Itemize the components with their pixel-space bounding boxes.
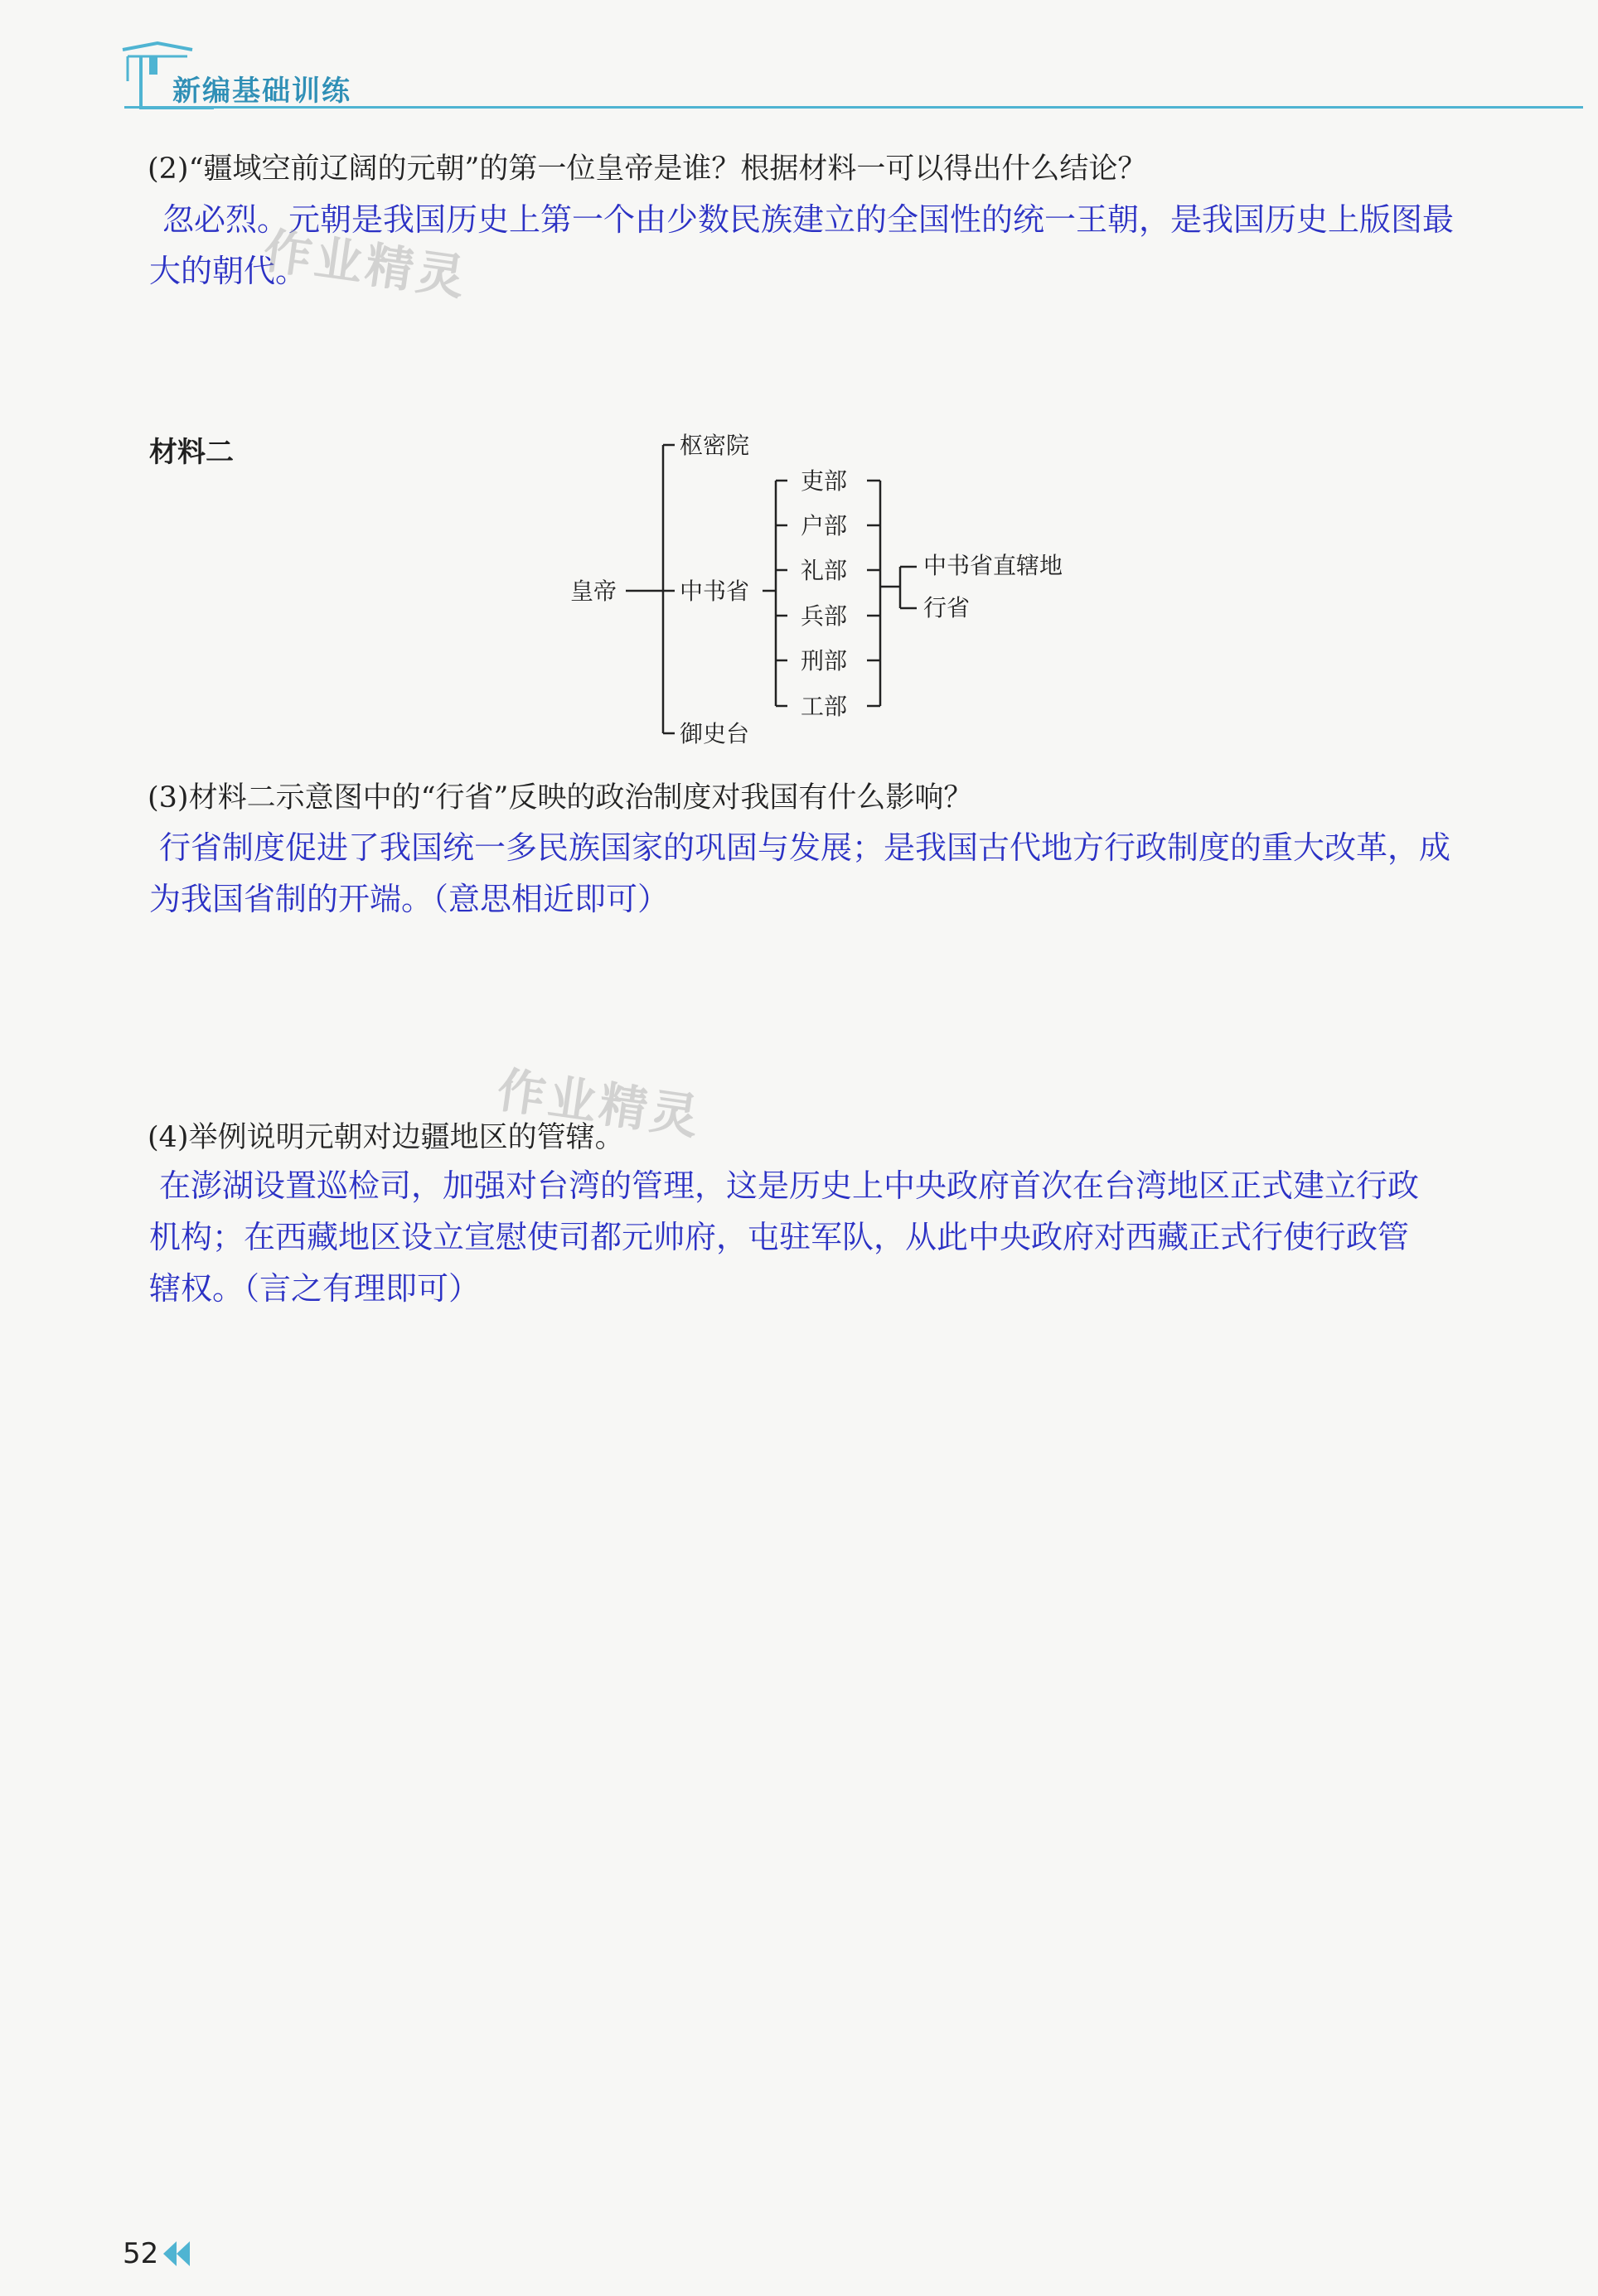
answer-4-line-2: 机构；在西藏地区设立宣慰使司都元帅府，屯驻军队，从此中央政府对西藏正式行使行政管 [149,1219,1410,1255]
answer-2-line-1: 忽必烈。元朝是我国历史上第一个由少数民族建立的全国性的统一王朝，是我国历史上版图最 [162,201,1455,238]
answer-4-line-1: 在澎湖设置巡检司，加强对台湾的管理，这是历史上中央政府首次在台湾地区正式建立行政 [159,1167,1420,1204]
node-emperor: 皇帝 [570,578,617,605]
node-ministry: 吏部 [801,467,848,495]
watermark-2: 作业精灵 [493,1061,705,1146]
answer-4-line-3: 辖权。（言之有理即可） [149,1270,481,1307]
question-3: (3)材料二示意图中的“行省”反映的政治制度对我国有什么影响？ [148,781,973,814]
node-ministry: 工部 [801,693,848,720]
node-secretariat: 中书省 [680,578,750,605]
answer-3 [149,822,1591,925]
node-province: 行省 [923,594,971,621]
answer-3-line-1: 行省制度促进了我国统一多民族国家的巩固与发展；是我国古代地方行政制度的重大改革，成 [159,829,1451,866]
material-2-label: 材料二 [149,436,234,469]
node-ministry: 礼部 [801,557,848,584]
question-2: (2)“疆域空前辽阔的元朝”的第一位皇帝是谁？根据材料一可以得出什么结论？ [148,152,1147,186]
question-4: (4)举例说明元朝对边疆地区的管辖。 [148,1121,624,1154]
node-direct-territory: 中书省直辖地 [923,552,1063,579]
double-arrow-left-icon [160,2240,193,2268]
answer-2-line-2: 大的朝代。 [149,253,307,289]
watermark-1: 作业精灵 [259,222,472,307]
header-title: 新编基础训练 [172,75,351,108]
node-ministry: 户部 [801,512,848,539]
answer-4 [149,1160,1591,1314]
node-ministry: 刑部 [801,647,848,674]
node-privy-council: 枢密院 [680,432,750,459]
node-ministry: 兵部 [801,602,848,630]
page-number: 52 [123,2237,159,2270]
node-censorate: 御史台 [680,720,750,747]
answer-3-line-2: 为我国省制的开端。（意思相近即可） [149,881,670,917]
